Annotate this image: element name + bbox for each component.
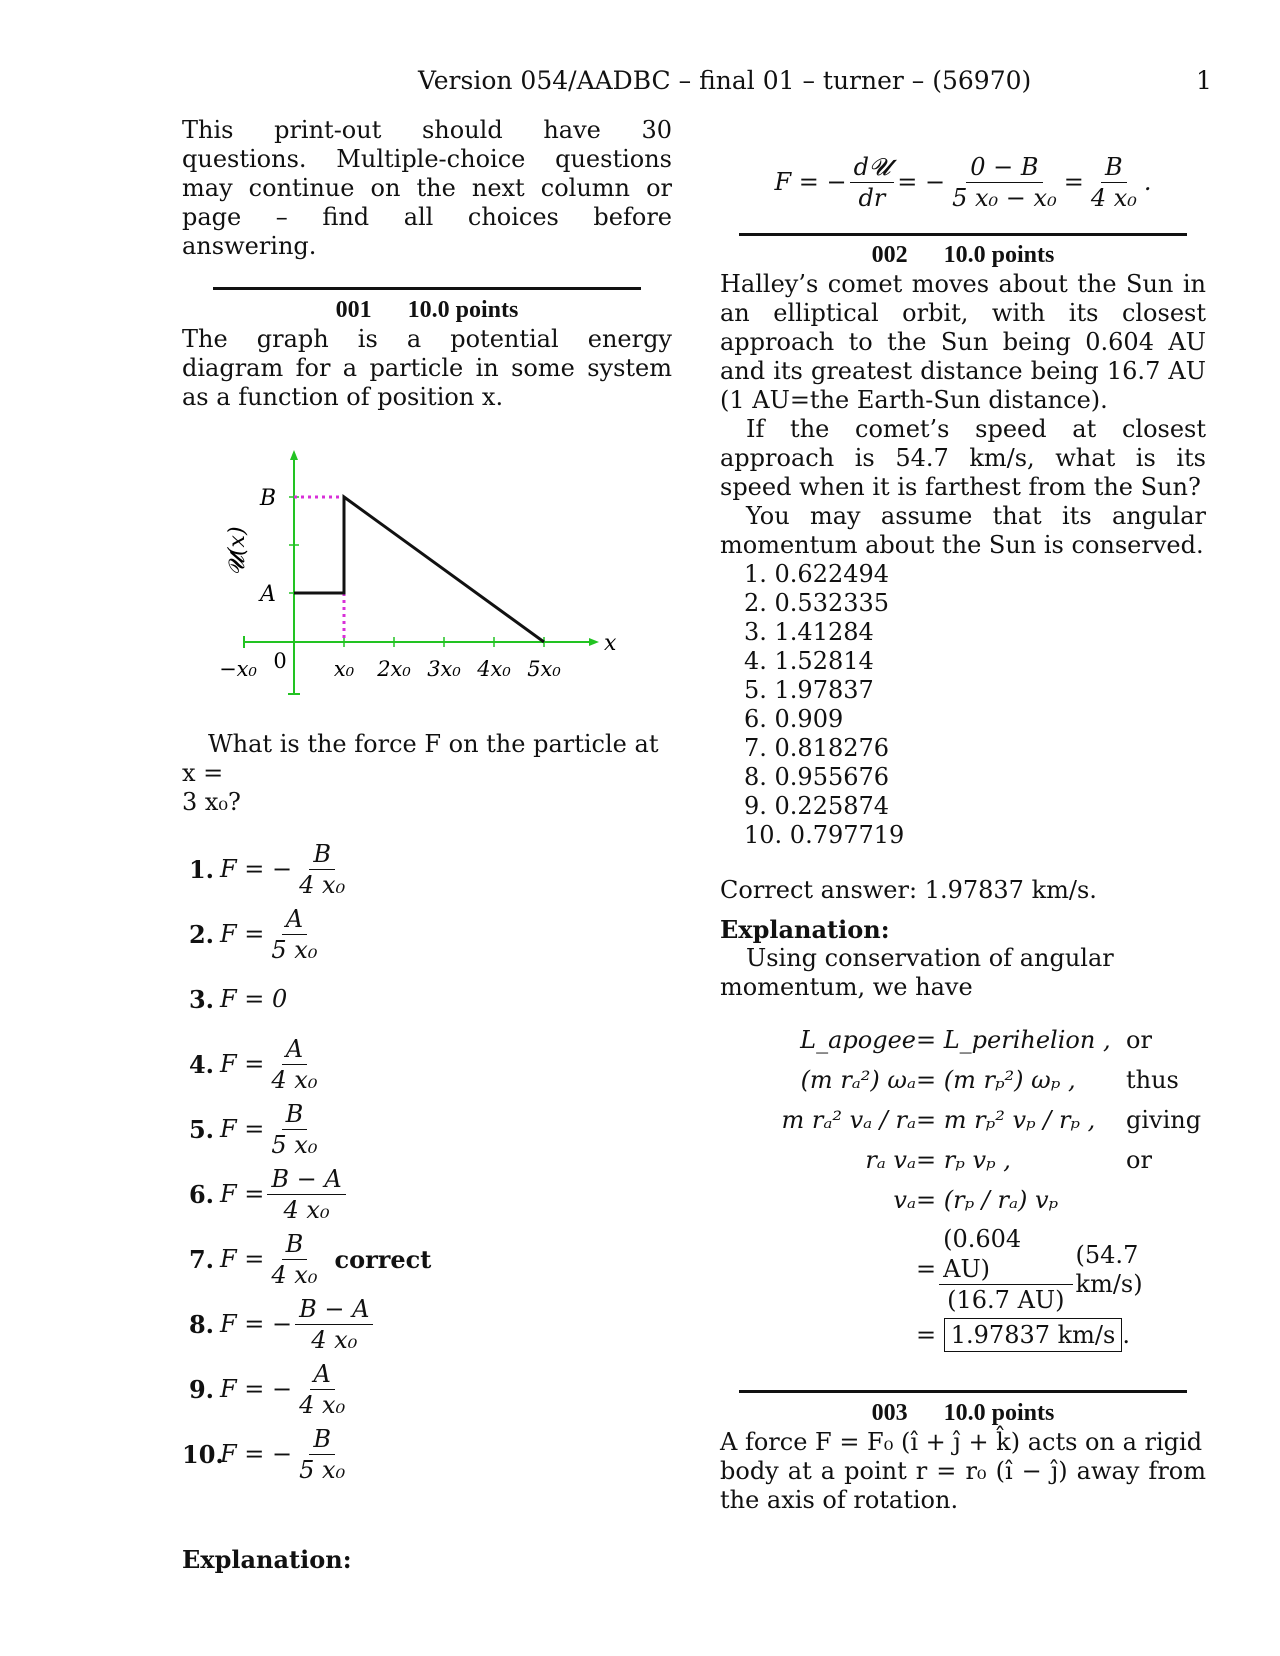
frac-den: 5 x₀ — [299, 1456, 346, 1484]
frac-num: B — [282, 1099, 308, 1130]
derivation-rhs: = m rₚ² vₚ / rₚ , — [916, 1105, 1096, 1134]
q2-explanation-label: Explanation: — [720, 915, 890, 944]
derivation-row-5 — [720, 1180, 1206, 1220]
choice-prefix: F = − — [220, 855, 293, 883]
frac-num: B — [1101, 152, 1127, 183]
derivation-rhs: = L_perihelion , — [916, 1025, 1111, 1054]
q2-para3: You may assume that its angular momentum about the Sun is conserved. — [720, 502, 1206, 559]
frac-den: 4 x₀ — [283, 1196, 330, 1224]
q3-number: 003 — [871, 1400, 908, 1426]
frac-num: B − A — [267, 1164, 345, 1195]
q1-choice-3[interactable] — [182, 967, 672, 1032]
choice-prefix: F = — [220, 1050, 265, 1078]
y-axis-label: 𝓤(x) — [225, 526, 250, 576]
final-answer-box: 1.97837 km/s — [944, 1318, 1123, 1352]
q1-number: 001 — [335, 297, 372, 323]
derivation-lhs: L_apogee — [800, 1025, 916, 1054]
q2-choice-8[interactable]: 8. 0.955676 — [744, 763, 890, 791]
potential-curve — [294, 497, 544, 642]
derivation-row-1 — [720, 1020, 1206, 1060]
q1-choice-9[interactable] — [182, 1357, 672, 1422]
subst-frac — [939, 1224, 1072, 1315]
frac-num: (0.604 AU) — [939, 1224, 1072, 1285]
question-divider — [213, 287, 641, 290]
q1-choice-10[interactable] — [182, 1422, 672, 1487]
question-divider — [739, 1390, 1187, 1393]
solution-frac-1 — [850, 152, 895, 213]
derivation-rhs: = (m rₚ²) ωₚ , — [916, 1065, 1076, 1094]
choice-number: 3. — [188, 985, 214, 1014]
q1-explanation-label: Explanation: — [182, 1545, 352, 1574]
subst-tail: (54.7 km/s) — [1075, 1240, 1143, 1298]
frac-den: (16.7 AU) — [947, 1286, 1065, 1314]
frac-den: 5 x₀ − x₀ — [952, 184, 1057, 212]
solution-end: . — [1143, 168, 1152, 196]
derivation-lhs: vₐ — [893, 1185, 916, 1214]
frac-num: B — [309, 1424, 335, 1455]
frac-num: 0 − B — [966, 152, 1042, 183]
q3-text-b: body at a point r = r₀ (î − ĵ) away from the axis of rotation. — [720, 1457, 1206, 1514]
solution-mid: = − — [897, 168, 946, 196]
choice-prefix: F = — [220, 920, 265, 948]
derivation-lhs: (m rₐ²) ωₐ — [800, 1065, 916, 1094]
frac-den: dr — [858, 184, 886, 212]
q1-choice-8[interactable] — [182, 1292, 672, 1357]
choice-fraction — [267, 1099, 321, 1160]
q2-para1: Halley’s comet moves about the Sun in an elliptical orbit, with its closest approach to the Sun being 0.604 AU and its greatest distance being 16.7 AU (1 AU=the Earth-Sun distance). — [720, 270, 1206, 414]
choice-number: 6. — [188, 1180, 214, 1209]
choice-number: 10. — [182, 1440, 224, 1469]
frac-num: B − A — [295, 1294, 373, 1325]
q2-choice-2[interactable]: 2. 0.532335 — [744, 589, 890, 617]
choice-prefix: F = 0 — [220, 985, 288, 1013]
frac-den: 5 x₀ — [271, 936, 318, 964]
q3-text-a: A force F = F₀ (î + ĵ + k̂) acts on a rigid — [720, 1428, 1203, 1456]
derivation-note: or — [1126, 1145, 1152, 1174]
q1-choice-7[interactable] — [182, 1227, 672, 1292]
choice-number: 4. — [188, 1050, 214, 1079]
y-axis-arrow-icon — [290, 450, 298, 460]
q2-number: 002 — [871, 242, 908, 268]
q2-substitution: = $\frac{(0.604 AU)}{(16.7 AU)}$ (54.7 km/s) — [720, 1224, 1206, 1315]
derivation-rhs: = rₚ vₚ , — [916, 1145, 1011, 1174]
choice-fraction — [295, 1359, 349, 1420]
q2-points: 10.0 points — [943, 242, 1055, 268]
q2-choice-7[interactable]: 7. 0.818276 — [744, 734, 890, 762]
q2-choice-10[interactable]: 10. 0.797719 — [744, 821, 905, 849]
x-tick-label: x₀ — [333, 657, 355, 681]
frac-den: 4 x₀ — [299, 1391, 346, 1419]
x-tick-label: 2x₀ — [377, 657, 411, 681]
frac-num: A — [282, 1034, 307, 1065]
choice-fraction — [295, 839, 349, 900]
q1-choice-6[interactable] — [182, 1162, 672, 1227]
choice-number: 1. — [188, 855, 214, 884]
derivation-row-4 — [720, 1140, 1206, 1180]
q1-points: 10.0 points — [407, 297, 519, 323]
derivation-note: or — [1126, 1025, 1152, 1054]
q3-points: 10.0 points — [943, 1400, 1055, 1426]
derivation-row-2 — [720, 1060, 1206, 1100]
y-tick-label-b: B — [259, 486, 277, 511]
choice-fraction — [267, 904, 321, 965]
choice-fraction — [295, 1294, 373, 1355]
q2-correct-answer: Correct answer: 1.97837 km/s. — [720, 876, 1097, 904]
derivation-note: giving — [1126, 1105, 1202, 1134]
choice-number: 2. — [188, 920, 214, 949]
q1-header — [182, 296, 672, 325]
q2-choice-4[interactable]: 4. 1.52814 — [744, 647, 874, 675]
q1-choice-5[interactable] — [182, 1097, 672, 1162]
choice-prefix: F = − — [220, 1310, 293, 1338]
derivation-lhs: rₐ vₐ — [865, 1145, 916, 1174]
frac-num: A — [282, 904, 307, 935]
frac-num: A — [310, 1359, 335, 1390]
q2-explanation-text: Using conservation of angular momentum, we have — [720, 944, 1114, 1001]
x-axis-arrow-icon — [589, 638, 599, 646]
choice-fraction — [267, 1034, 321, 1095]
q2-header — [720, 241, 1206, 270]
q2-para2: If the comet’s speed at closest approach is 54.7 km/s, what is its speed when it is farthest from the Sun? — [720, 415, 1206, 501]
question-divider — [739, 233, 1187, 236]
choice-prefix: F = — [220, 1180, 265, 1208]
frac-den: 4 x₀ — [299, 871, 346, 899]
choice-number: 7. — [188, 1245, 214, 1274]
left-column — [182, 116, 672, 1574]
q3-header — [720, 1399, 1206, 1428]
x-tick-label: −x₀ — [219, 657, 257, 681]
choice-prefix: F = − — [220, 1375, 293, 1403]
x-tick-label: 3x₀ — [427, 657, 461, 681]
q1-choice-2[interactable] — [182, 902, 672, 967]
choice-fraction — [295, 1424, 349, 1485]
frac-den: 5 x₀ — [271, 1131, 318, 1159]
q2-final: = 1.97837 km/s . — [720, 1321, 1206, 1350]
choice-number: 5. — [188, 1115, 214, 1144]
frac-den: 4 x₀ — [311, 1326, 358, 1354]
potential-energy-graph — [182, 442, 622, 712]
q2-choice-3[interactable]: 3. 1.41284 — [744, 618, 874, 646]
x-tick-label: 4x₀ — [477, 657, 511, 681]
derivation-rhs: = (rₚ / rₐ) vₚ — [916, 1185, 1059, 1214]
q1-solution — [720, 152, 1206, 213]
q2-choice-6[interactable]: 6. 0.909 — [744, 705, 844, 733]
q1-question-b: 3 x₀? — [182, 788, 241, 816]
derivation-row-3 — [720, 1100, 1206, 1140]
q1-prompt: The graph is a potential energy diagram for a particle in some system as a function of position x. — [182, 325, 672, 411]
frac-den: 4 x₀ — [271, 1261, 318, 1289]
x-tick-label: 0 — [273, 649, 287, 673]
q1-choice-4[interactable] — [182, 1032, 672, 1097]
solution-lhs: F = − — [774, 168, 847, 196]
choice-prefix: F = − — [220, 1440, 293, 1468]
frac-num: d𝓤 — [850, 152, 895, 183]
q2-choices — [720, 560, 1206, 850]
q2-choice-9[interactable]: 9. 0.225874 — [744, 792, 890, 820]
q2-choice-1[interactable]: 1. 0.622494 — [744, 560, 890, 588]
choice-fraction — [267, 1164, 345, 1225]
solution-frac-2 — [948, 152, 1061, 213]
choice-number: 8. — [188, 1310, 214, 1339]
header-title: Version 054/AADBC – final 01 – turner – (56970) — [418, 66, 1032, 95]
q1-question-a: What is the force F on the particle at x = — [182, 730, 659, 787]
choice-prefix: F = — [220, 1115, 265, 1143]
solution-eq: = — [1063, 168, 1084, 196]
y-tick-label-a: A — [260, 582, 276, 607]
derivation-note: thus — [1126, 1065, 1179, 1094]
x-tick-label: 5x₀ — [527, 657, 561, 681]
choice-prefix: F = — [220, 1245, 265, 1273]
x-axis-label: x — [604, 631, 617, 656]
solution-frac-3 — [1087, 152, 1141, 213]
frac-num: B — [282, 1229, 308, 1260]
q2-derivation — [720, 1020, 1206, 1220]
frac-den: 4 x₀ — [271, 1066, 318, 1094]
right-column — [720, 152, 1206, 1515]
correct-label: correct — [334, 1245, 432, 1274]
frac-den: 4 x₀ — [1090, 184, 1137, 212]
q1-choices — [182, 837, 672, 1487]
choice-number: 9. — [188, 1375, 214, 1404]
intro-text: This print-out should have 30 questions. Multiple-choice questions may continue on the next column or page – find all choices before answering. — [182, 116, 672, 260]
q1-choice-1[interactable] — [182, 837, 672, 902]
frac-num: B — [309, 839, 335, 870]
choice-fraction — [267, 1229, 321, 1290]
q2-choice-5[interactable]: 5. 1.97837 — [744, 676, 874, 704]
derivation-lhs: m rₐ² vₐ / rₐ — [781, 1105, 916, 1134]
page-number: 1 — [1196, 66, 1212, 95]
